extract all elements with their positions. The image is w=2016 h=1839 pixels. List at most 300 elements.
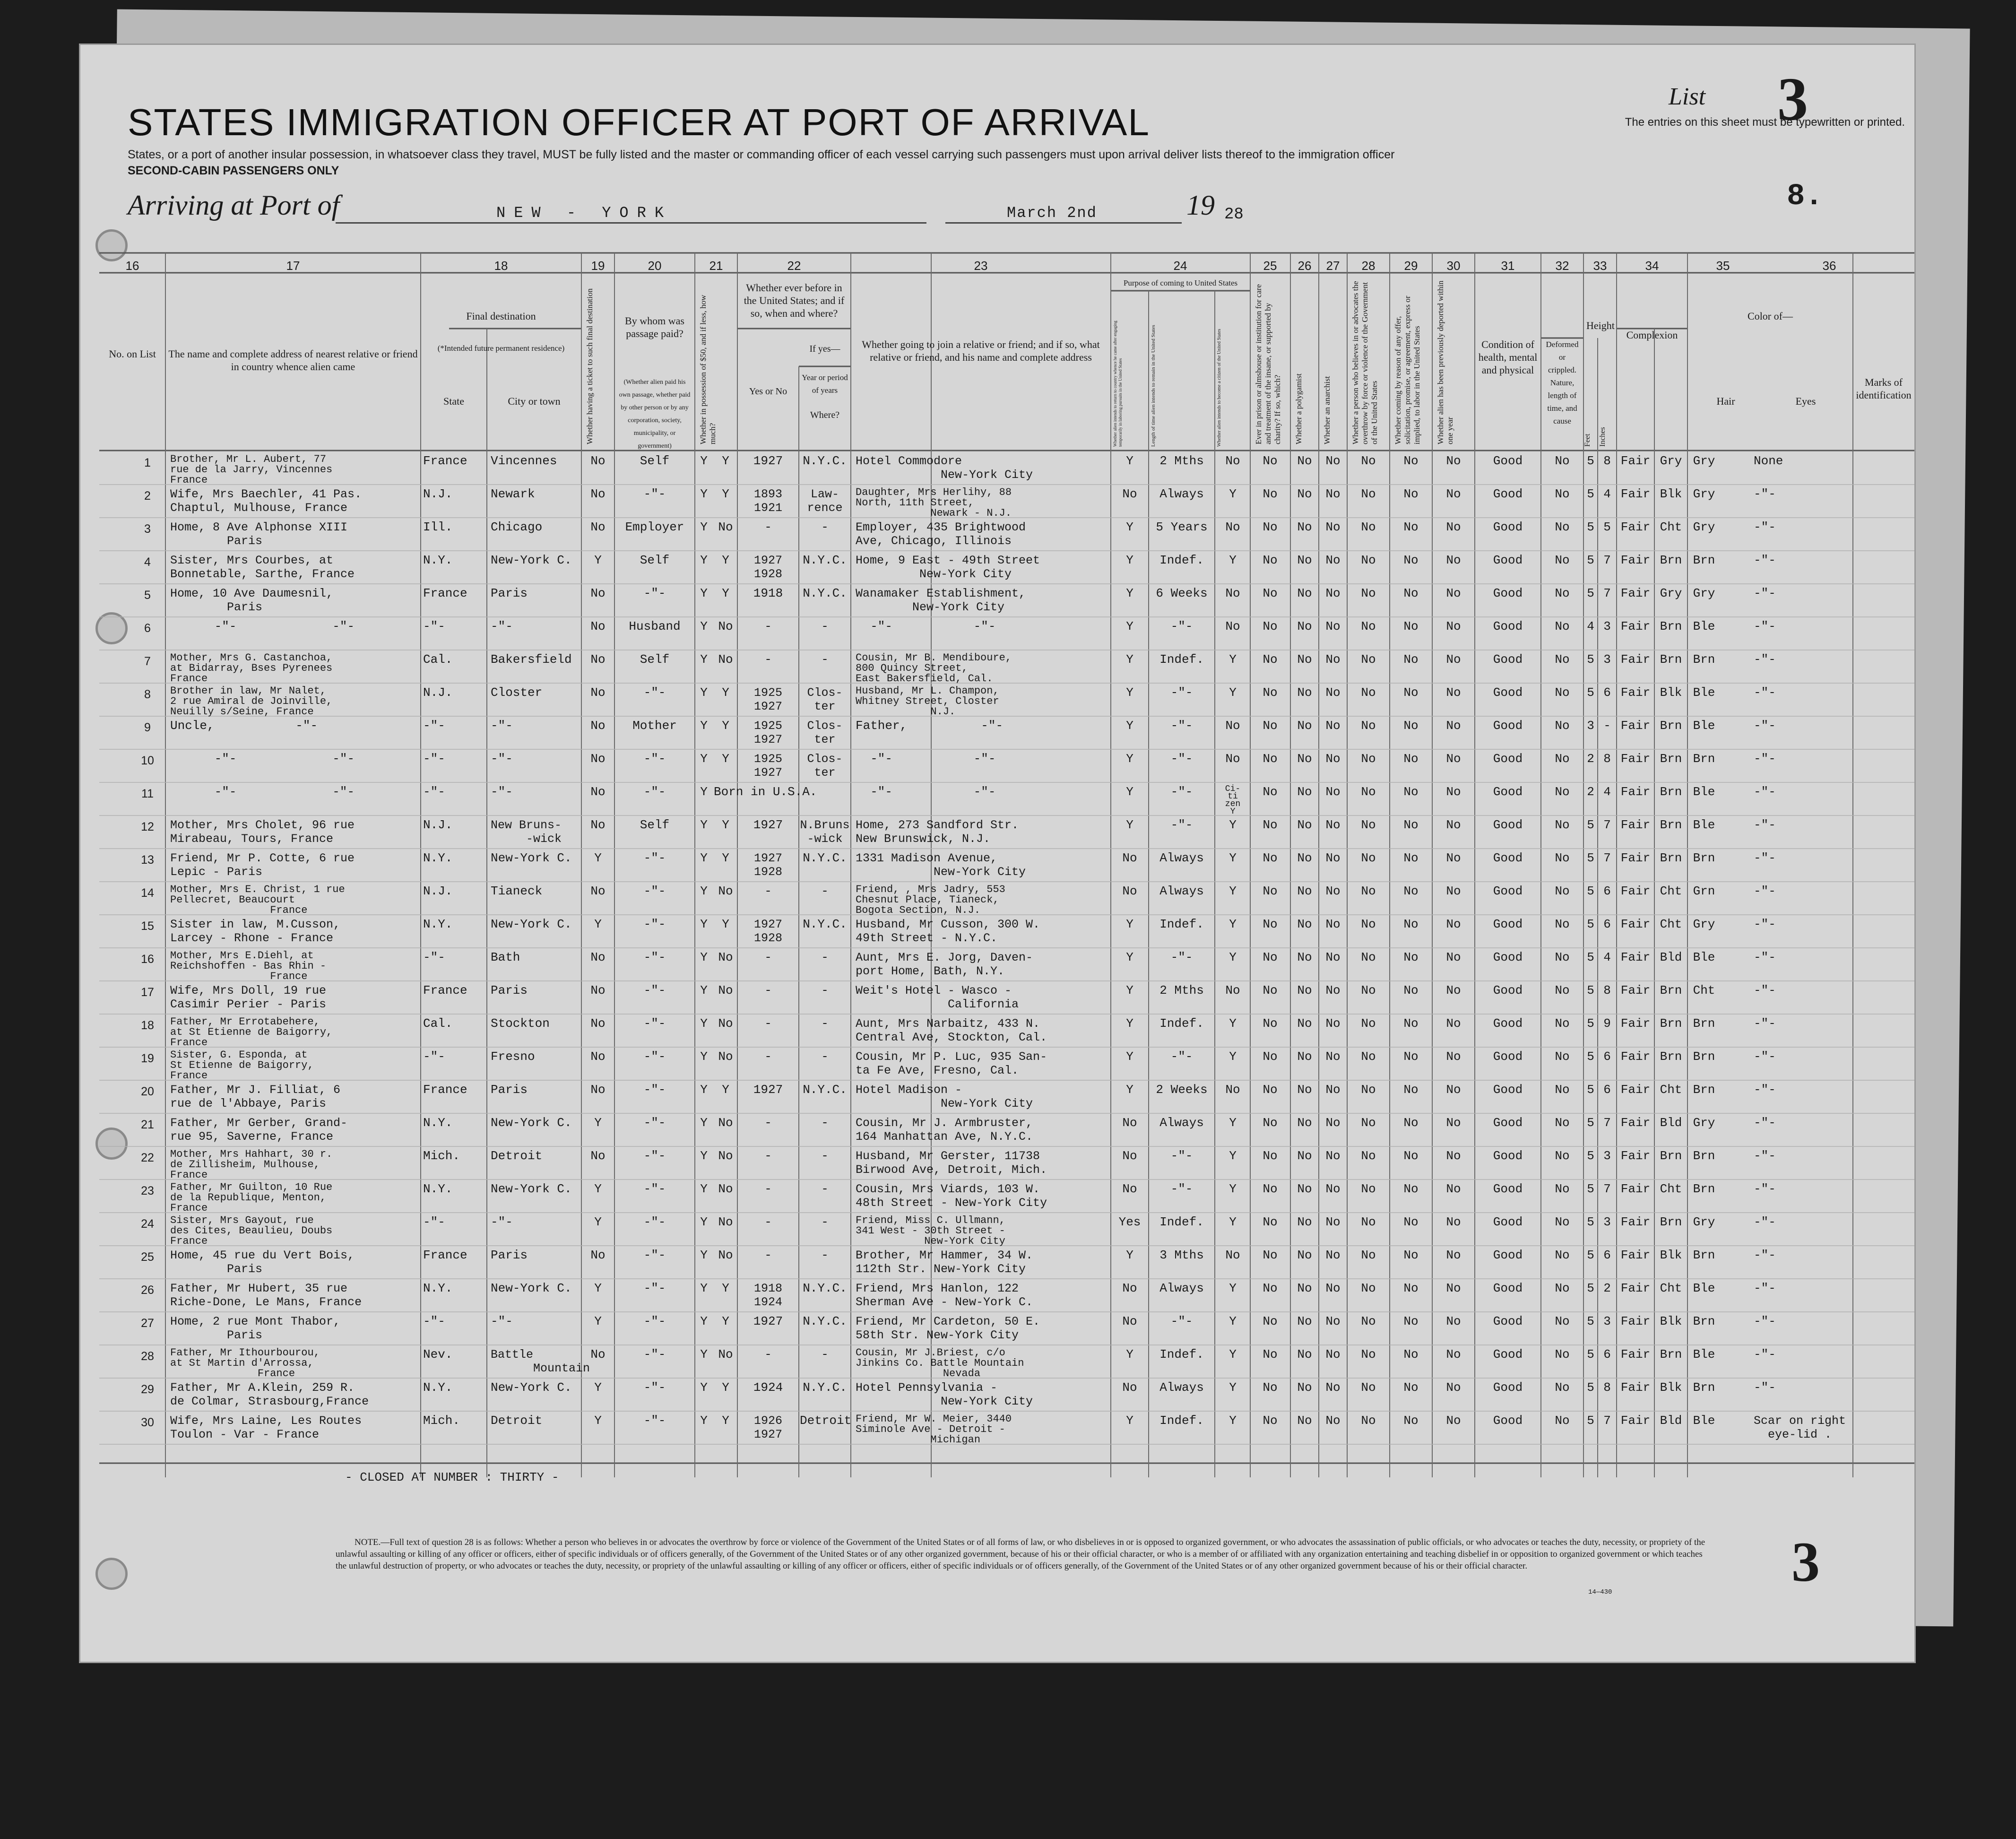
cell-q29: No [1403,1281,1419,1295]
cell-q29: No [1403,1248,1419,1262]
cell-years: - [764,520,772,534]
cell-hair: Cht [1660,1281,1682,1295]
cell-money: Y [700,785,708,799]
cell-hair: Cht [1660,1182,1682,1196]
cell-money: Y [700,619,708,633]
cell-anarch: No [1325,1414,1341,1428]
cell-length: 5 Years [1156,520,1208,534]
cell-join: Friend, Mr Cardeton, 50 E. 58th Str. New-York City [856,1315,1040,1342]
cell-join: -"- -"- [856,619,996,633]
cell-money: Y [700,1016,708,1031]
cell-prison: No [1263,917,1278,931]
cell-deformed: No [1555,1215,1570,1229]
cell-anarch: No [1325,818,1341,832]
cell-hair: Brn [1660,1050,1682,1064]
cell-length: -"- [1170,1149,1193,1163]
cell-polyg: No [1297,851,1312,865]
cell-prison: No [1263,1248,1278,1262]
cell-where: N.Y.C. [803,553,847,567]
cell-polyg: No [1297,454,1312,468]
cell-before: No [718,1347,733,1362]
cell-where: Clos- ter [807,686,843,713]
cell-ticket: No [590,1347,606,1362]
arrival-port: NEW - YORK [496,204,673,222]
cell-before: No [718,1215,733,1229]
cell-prison: No [1263,652,1278,667]
row-number: 29 [141,1383,154,1396]
cell-citizen: Y [1229,553,1237,567]
cell-complexion: Fair [1620,1016,1651,1031]
cell-ticket: No [590,950,606,964]
cell-q29: No [1403,1414,1419,1428]
cell-money: Y [700,1149,708,1163]
cell-deported: No [1446,752,1461,766]
cell-eyes: Brn [1693,1314,1715,1328]
cell-anarch: No [1325,719,1341,733]
cell-city: Stockton [491,1016,550,1031]
cell-years: 1918 1924 [753,1282,782,1309]
cell-city: Paris [491,1083,528,1097]
cell-feet: 5 [1587,1347,1594,1362]
cell-marks: -"- [1754,719,1776,733]
cell-relative: Father, Mr J. Filliat, 6 rue de l'Abbaye, Paris [170,1083,341,1110]
row-number: 6 [144,622,151,635]
cell-prison: No [1263,1182,1278,1196]
cell-polyg: No [1297,752,1312,766]
cell-deformed: No [1555,818,1570,832]
row-number: 7 [144,655,151,668]
cell-health: Good [1493,917,1523,931]
cell-where: - [821,652,829,667]
cell-q28: No [1361,685,1376,700]
cell-prison: No [1263,1149,1278,1163]
cell-q29: No [1403,1083,1419,1097]
cell-where: - [821,884,829,898]
cell-years: - [764,1215,772,1229]
row-number: 14 [141,886,154,900]
cell-eyes: Brn [1693,1083,1715,1097]
cell-q28: No [1361,1380,1376,1395]
cell-complexion: Fair [1620,1116,1651,1130]
cell-feet: 5 [1587,1083,1594,1097]
row-number: 25 [141,1250,154,1264]
cell-polyg: No [1297,619,1312,633]
cell-q28: No [1361,1116,1376,1130]
cell-state: N.J. [423,818,453,832]
cell-relative: Brother in law, Mr Nalet, 2 rue Amiral de Joinville, Neuilly s/Seine, France [170,685,333,718]
cell-polyg: No [1297,1414,1312,1428]
cell-health: Good [1493,950,1523,964]
cell-length: Indef. [1159,1414,1204,1428]
cell-health: Good [1493,752,1523,766]
cell-before: No [718,619,733,633]
cell-deformed: No [1555,586,1570,600]
cell-citizen: Y [1229,487,1237,501]
cell-years: 1918 [753,586,783,600]
cell-join: Husband, Mr L. Champon, Whitney Street, Closter N.J. [856,685,999,718]
cell-hair: Brn [1660,719,1682,733]
row-number: 1 [144,456,151,469]
column-header-label: By whom was passage paid? [625,315,684,339]
cell-length: Indef. [1159,917,1204,931]
cell-feet: 2 [1587,785,1594,799]
cell-return: Y [1126,454,1133,468]
cell-state: France [423,1083,467,1097]
cell-marks: -"- [1754,1314,1776,1328]
cell-prison: No [1263,586,1278,600]
year-suffix: 28 [1224,206,1244,224]
cell-paid-by: -"- [643,1149,666,1163]
cell-return: Y [1126,719,1133,733]
cell-where: Law- rence [807,487,843,515]
cell-prison: No [1263,785,1278,799]
column-number: 20 [648,259,662,273]
cell-health: Good [1493,454,1523,468]
cell-eyes: Ble [1693,619,1715,633]
cell-complexion: Fair [1620,454,1651,468]
cell-where: - [821,1016,829,1031]
cell-health: Good [1493,1347,1523,1362]
cell-state: N.Y. [423,1116,453,1130]
cell-relative: Sister, Mrs Courbes, at Bonnetable, Sarthe, France [170,554,355,581]
cell-paid-by: -"- [643,1314,666,1328]
cell-feet: 5 [1587,818,1594,832]
cell-q28: No [1361,1314,1376,1328]
cell-before: Y [722,818,729,832]
cell-inches: 7 [1603,1116,1611,1130]
cell-health: Good [1493,1380,1523,1395]
cell-anarch: No [1325,785,1341,799]
cell-relative: Father, Mr Hubert, 35 rue Riche-Done, Le Mans, France [170,1282,362,1309]
cell-deported: No [1446,785,1461,799]
cell-city: Chicago [491,520,543,534]
cell-q28: No [1361,1215,1376,1229]
cell-paid-by: -"- [643,983,666,998]
cell-complexion: Fair [1620,719,1651,733]
cell-health: Good [1493,719,1523,733]
cell-before: No [718,983,733,998]
cell-ticket: No [590,1083,606,1097]
cell-relative: Father, Mr Guilton, 10 Rue de la Republique, Menton, France [170,1181,333,1214]
cell-relative: Mother, Mrs E. Christ, 1 rue Pellecret, Beaucourt France [170,884,345,916]
cell-ticket: Y [594,1380,602,1395]
cell-deported: No [1446,1248,1461,1262]
cell-city: New-York C. [491,1116,572,1130]
column-header-label: Whether coming by reason of any offer, solicitation, promise, or agreement, express or implied, to labor in the United States [1393,295,1421,444]
cell-eyes: Brn [1693,553,1715,567]
cell-q29: No [1403,785,1419,799]
cell-city: -"- [491,1215,513,1229]
cell-state: -"- [423,619,445,633]
cell-before: No [718,884,733,898]
cell-deformed: No [1555,487,1570,501]
page-number: 3 [1791,1530,1820,1593]
cell-relative: Mother, Mrs G. Castanchoa, at Bidarray, Bses Pyrenees France [170,652,333,685]
cell-q28: No [1361,553,1376,567]
cell-state: France [423,983,467,998]
cell-health: Good [1493,1050,1523,1064]
cell-q29: No [1403,652,1419,667]
row-number: 26 [141,1284,154,1297]
cell-anarch: No [1325,619,1341,633]
column-header-label: Whether in possession of $50, and if less, how much? [699,295,717,444]
column-subheader: (Whether alien paid his own passage, whether paid by other person or by any corporation, society, municipality, or government) [619,379,691,450]
cell-prison: No [1263,1116,1278,1130]
cell-citizen: Y [1229,1050,1237,1064]
cell-marks: -"- [1754,520,1776,534]
cell-hair: Brn [1660,752,1682,766]
row-number: 24 [141,1217,154,1231]
cell-deported: No [1446,1314,1461,1328]
cell-length: Indef. [1159,652,1204,667]
cell-inches: 6 [1603,884,1611,898]
cell-marks: -"- [1754,851,1776,865]
cell-before: No [718,1016,733,1031]
cell-inches: 7 [1603,553,1611,567]
cell-deformed: No [1555,983,1570,998]
cell-before: Y [722,1414,729,1428]
cell-city: Fresno [491,1050,535,1064]
cell-length: Always [1159,1281,1204,1295]
cell-hair: Cht [1660,884,1682,898]
cell-citizen: No [1225,752,1240,766]
row-number: 8 [144,688,151,701]
cell-where: - [821,1347,829,1362]
cell-complexion: Fair [1620,1083,1651,1097]
cell-complexion: Fair [1620,487,1651,501]
cell-join: Hotel Pennsylvania - New-York City [856,1381,1033,1408]
cell-complexion: Fair [1620,818,1651,832]
cell-years: 1924 [753,1380,783,1395]
cell-health: Good [1493,1116,1523,1130]
cell-citizen: Y [1229,1414,1237,1428]
cell-state: N.J. [423,487,453,501]
cell-relative: Father, Mr A.Klein, 259 R. de Colmar, Strasbourg,France [170,1381,369,1408]
cell-eyes: Ble [1693,719,1715,733]
cell-state: Mich. [423,1149,460,1163]
cell-before: Y [722,1380,729,1395]
cell-q28: No [1361,619,1376,633]
cell-q29: No [1403,454,1419,468]
cell-paid-by: Self [640,553,670,567]
cell-money: Y [700,520,708,534]
cell-eyes: Ble [1693,950,1715,964]
cell-before: Y [722,1083,729,1097]
cell-years: 1927 [753,1314,783,1328]
cell-state: -"- [423,1050,445,1064]
cell-state: Nev. [423,1347,453,1362]
column-header-label: Whether having a ticket to such final destination [585,288,594,444]
cell-return: Y [1126,553,1133,567]
cell-state: N.J. [423,884,453,898]
cell-before: Born in U.S.A. [714,785,817,799]
cell-where: N.Bruns -wick [800,818,850,846]
cell-eyes: Brn [1693,1182,1715,1196]
cell-feet: 5 [1587,1248,1594,1262]
column-subheader: Inches [1599,427,1607,447]
cell-inches: 9 [1603,1016,1611,1031]
cell-return: Yes [1118,1215,1141,1229]
cell-complexion: Fair [1620,685,1651,700]
cell-years: 1927 1928 [753,918,782,945]
cell-q29: No [1403,1182,1419,1196]
cell-citizen: Y [1229,1215,1237,1229]
cell-marks: -"- [1754,652,1776,667]
cell-hair: Gry [1660,454,1682,468]
cell-anarch: No [1325,685,1341,700]
cell-where: Detroit [800,1414,852,1428]
cell-years: - [764,1347,772,1362]
cell-ticket: No [590,752,606,766]
cell-q29: No [1403,1215,1419,1229]
row-number: 21 [141,1118,154,1131]
cell-prison: No [1263,619,1278,633]
cell-ticket: No [590,1248,606,1262]
cell-anarch: No [1325,1248,1341,1262]
cell-q29: No [1403,818,1419,832]
cell-citizen: No [1225,719,1240,733]
cell-ticket: Y [594,1314,602,1328]
cell-deformed: No [1555,1149,1570,1163]
row-number: 13 [141,853,154,867]
cell-inches: 3 [1603,1314,1611,1328]
cell-complexion: Fair [1620,553,1651,567]
cell-deported: No [1446,454,1461,468]
column-number: 28 [1361,259,1376,273]
cell-join: Cousin, Mr J. Armbruster, 164 Manhattan Ave, N.Y.C. [856,1116,1033,1144]
cell-q28: No [1361,752,1376,766]
cell-relative: Uncle, -"- [170,719,318,733]
cell-years: 1927 1928 [753,851,782,879]
column-header-label: Color of— [1748,310,1793,322]
cell-ticket: Y [594,1281,602,1295]
cell-eyes: Gry [1693,917,1715,931]
cell-ticket: No [590,454,606,468]
cell-join: Aunt, Mrs Narbaitz, 433 N. Central Ave, Stockton, Cal. [856,1017,1047,1044]
cell-return: Y [1126,917,1133,931]
cell-health: Good [1493,818,1523,832]
cell-citizen: No [1225,619,1240,633]
cell-money: Y [700,652,708,667]
cell-state: France [423,586,467,600]
cell-return: Y [1126,1414,1133,1428]
cell-where: N.Y.C. [803,1083,847,1097]
cell-hair: Brn [1660,785,1682,799]
cell-ticket: Y [594,1182,602,1196]
cell-inches: 2 [1603,1281,1611,1295]
column-header-label: Whether a person who believes in or advocates the overthrow by force or violence of the Government of the United States [1351,281,1379,444]
column-header-label: Whether going to join a relative or friend; and if so, what relative or friend, and his name and complete address [862,338,1100,363]
cell-complexion: Fair [1620,1050,1651,1064]
cell-inches: 7 [1603,586,1611,600]
cell-health: Good [1493,1248,1523,1262]
cell-ticket: No [590,884,606,898]
cell-q28: No [1361,1414,1376,1428]
cell-prison: No [1263,553,1278,567]
cell-q29: No [1403,752,1419,766]
cell-years: 1926 1927 [753,1414,782,1441]
cell-relative: Father, Mr Gerber, Grand- rue 95, Saverne, France [170,1116,348,1144]
cell-health: Good [1493,685,1523,700]
cell-city: Bakersfield [491,652,572,667]
list-number: 3 [1777,65,1808,133]
cell-money: Y [700,1314,708,1328]
cell-health: Good [1493,1215,1523,1229]
cell-where: N.Y.C. [803,454,847,468]
column-subheader: (*Intended future permanent residence) [437,344,565,353]
cell-years: 1925 1927 [753,752,782,780]
cell-deformed: No [1555,1314,1570,1328]
cell-health: Good [1493,553,1523,567]
cell-feet: 5 [1587,1149,1594,1163]
cell-hair: Cht [1660,520,1682,534]
cell-polyg: No [1297,553,1312,567]
cell-polyg: No [1297,1314,1312,1328]
cell-q28: No [1361,1016,1376,1031]
cell-marks: -"- [1754,983,1776,998]
cell-state: N.Y. [423,917,453,931]
column-header-label: Whether an anarchist [1323,376,1332,444]
cell-money: Y [700,950,708,964]
cell-city: Detroit [491,1149,543,1163]
row-number: 9 [144,721,151,734]
cell-q28: No [1361,1182,1376,1196]
cell-city: New-York C. [491,1281,572,1295]
cell-paid-by: -"- [643,1050,666,1064]
cell-feet: 5 [1587,950,1594,964]
cell-q28: No [1361,586,1376,600]
cell-eyes: Ble [1693,1281,1715,1295]
cell-complexion: Fair [1620,1215,1651,1229]
cell-relative: Mother, Mrs Cholet, 96 rue Mirabeau, Tours, France [170,818,355,846]
cell-q28: No [1361,851,1376,865]
cell-state: Cal. [423,1016,453,1031]
column-subheader: Length of time alien intends to remain in the United States [1151,325,1156,447]
cell-health: Good [1493,1414,1523,1428]
cell-anarch: No [1325,983,1341,998]
cell-polyg: No [1297,1083,1312,1097]
cell-health: Good [1493,983,1523,998]
row-number: 12 [141,820,154,833]
cell-complexion: Fair [1620,586,1651,600]
column-number: 25 [1263,259,1277,273]
cell-q29: No [1403,553,1419,567]
cell-feet: 5 [1587,884,1594,898]
cell-inches: 6 [1603,1248,1611,1262]
cell-relative: -"- -"- [170,752,355,766]
cell-q29: No [1403,487,1419,501]
cell-feet: 5 [1587,1314,1594,1328]
cell-years: 1927 [753,454,783,468]
cell-deported: No [1446,1016,1461,1031]
cell-paid-by: Husband [629,619,681,633]
cell-health: Good [1493,884,1523,898]
cell-eyes: Brn [1693,1016,1715,1031]
cell-q29: No [1403,851,1419,865]
cell-city: Tianeck [491,884,543,898]
cell-before: No [718,520,733,534]
cell-citizen: No [1225,983,1240,998]
cell-anarch: No [1325,1116,1341,1130]
cell-relative: Father, Mr Errotabehere, at St Etienne de Baigorry, France [170,1016,333,1049]
cell-q29: No [1403,884,1419,898]
cell-citizen: Ci- ti zen Y [1225,784,1241,816]
cell-length: Always [1159,487,1204,501]
cell-prison: No [1263,719,1278,733]
cell-relative: Brother, Mr L. Aubert, 77 rue de la Jarry, Vincennes France [170,453,333,486]
cell-inches: 5 [1603,520,1611,534]
cell-hair: Cht [1660,1083,1682,1097]
